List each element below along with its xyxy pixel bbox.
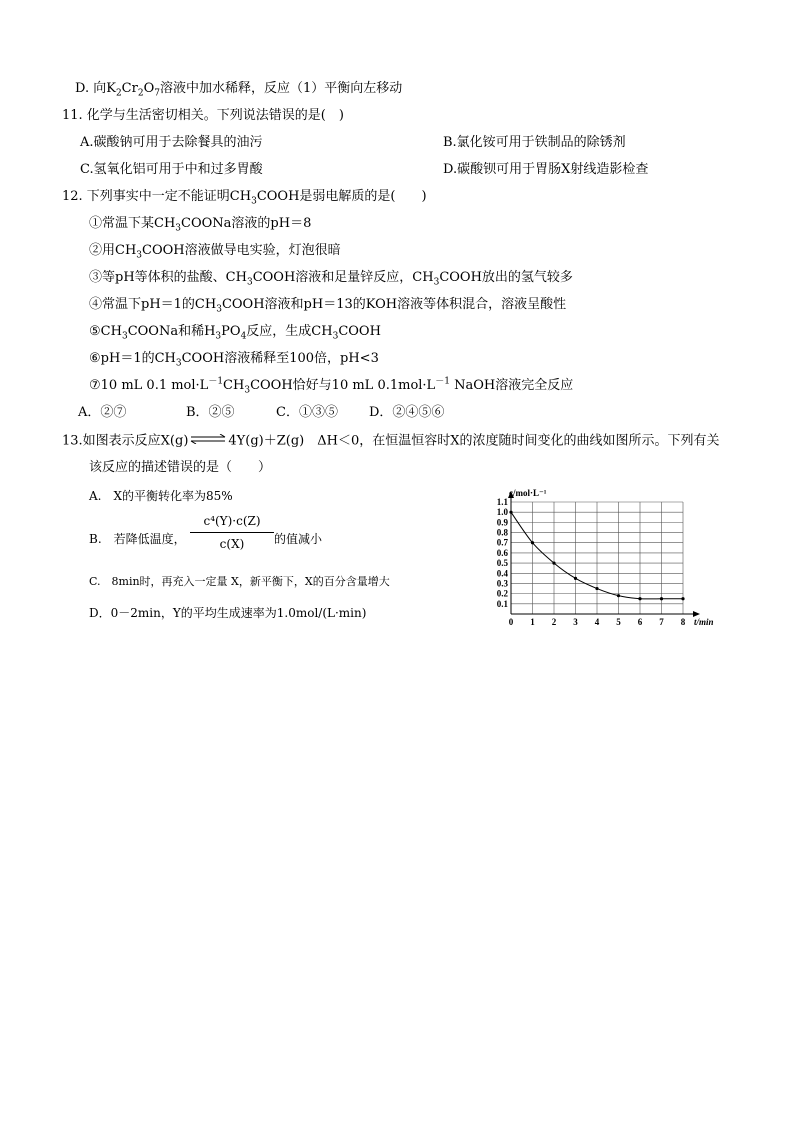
q13-option-b-fraction	[190, 512, 274, 553]
fraction-denominator: c(X)	[219, 537, 245, 551]
x-tick-label: 5	[616, 617, 621, 627]
data-point	[509, 511, 512, 514]
q13-stem-line1: 13.如图表示反应X(g) 4Y(g)＋Z(g) ΔH＜0，在恒温恒容时X的浓度随时间变化的曲线如图所示。下列有关	[62, 433, 720, 449]
q12-item-5: $⑤CH_3COONa$和稀$H_3PO_4$反应，生成$CH_3COOH$	[89, 324, 381, 342]
q12-option-b: B．②⑤	[186, 405, 235, 420]
q12-item-6: ⑥pH＝1的$CH_3COOH$溶液稀释至100倍，pH<3	[89, 351, 379, 369]
q13-option-b-suffix: 的值减小	[274, 532, 323, 546]
y-tick-label: 0.4	[496, 568, 508, 579]
q12-stem: 12. 下列事实中一定不能证明$CH_3COOH$是弱电解质的是( )	[62, 189, 427, 207]
q10-option-d: D. 向$K_2Cr_2O_7$溶液中加水稀释，反应（1）平衡向左移动	[75, 81, 403, 99]
q12-item-1: ①常温下某$CH_3COONa$溶液的pH＝8	[89, 216, 312, 234]
data-point	[595, 587, 598, 590]
q11-stem: 11. 化学与生活密切相关。下列说法错误的是( )	[62, 108, 344, 123]
y-tick-label: 1.1	[496, 497, 508, 507]
y-tick-label: 0.1	[496, 598, 508, 609]
x-tick-label: 0	[508, 617, 514, 627]
fraction-bar	[190, 532, 274, 533]
y-tick-label: 0.8	[496, 527, 508, 538]
q12-item-2: ②用$CH_3COOH$溶液做导电实验，灯泡很暗	[89, 243, 341, 261]
x-tick-label: 4	[594, 617, 600, 627]
q12-option-c: C．①③⑤	[276, 405, 338, 420]
x-axis-label: t/min	[694, 617, 714, 627]
y-tick-label: 0.9	[496, 517, 508, 528]
x-tick-label: 3	[573, 617, 578, 627]
q13-option-a: A. X的平衡转化率为85%	[89, 489, 233, 503]
q11-option-c: C.氢氧化铝可用于中和过多胃酸	[80, 162, 263, 177]
y-axis-label: c/mol·L⁻¹	[509, 488, 547, 498]
x-tick-label: 7	[659, 617, 664, 627]
q11-option-a: A.碳酸钠可用于去除餐具的油污	[80, 135, 263, 150]
y-tick-label: 0.2	[496, 588, 508, 599]
data-point	[638, 597, 641, 600]
reversible-arrow-icon	[190, 432, 226, 450]
q13-option-c: C. 8min时，再充入一定量 X，新平衡下，X的百分含量增大	[89, 575, 390, 588]
x-tick-label: 1	[530, 617, 535, 627]
x-tick-label: 8	[680, 617, 686, 627]
y-tick-label: 0.5	[496, 558, 508, 569]
q12-option-d: D．②④⑤⑥	[369, 405, 445, 420]
data-point	[552, 561, 555, 564]
q13-option-b-prefix: B. 若降低温度，	[89, 532, 186, 546]
q13-stem-line2: 该反应的描述错误的是（ ）	[89, 460, 272, 475]
data-point	[531, 541, 534, 544]
data-point	[574, 577, 577, 580]
q11-option-b: B.氯化铵可用于铁制品的除锈剂	[443, 135, 626, 150]
q13-option-d: D．0－2min，Y的平均生成速率为1.0mol/(L·min)	[89, 606, 367, 620]
y-tick-label: 0.6	[496, 547, 508, 558]
y-tick-label: 0.7	[496, 537, 508, 548]
data-point	[617, 594, 620, 597]
x-tick-label: 2	[551, 617, 557, 627]
q12-item-3: ③等pH等体积的盐酸、$CH_3COOH$溶液和足量锌反应，$CH_3COOH$放出的氢气较多	[89, 270, 573, 288]
fraction-numerator: c⁴(Y)·c(Z)	[203, 514, 261, 528]
y-tick-label: 0.3	[496, 578, 508, 589]
concentration-time-chart	[490, 488, 730, 628]
q11-option-d: D.碳酸钡可用于胃肠X射线造影检查	[443, 162, 649, 177]
q12-option-a: A．②⑦	[78, 405, 127, 420]
q12-item-4: ④常温下pH＝1的$CH_3COOH$溶液和pH＝13的KOH溶液等体积混合，溶液呈酸性	[89, 297, 567, 315]
data-point	[660, 597, 663, 600]
y-tick-label: 1.0	[496, 507, 508, 518]
q12-item-7: ⑦10 mL 0.1 $mol\cdot L^{-1}CH_3COOH$恰好与10 mL $0.1mol\cdot L^{-1}$ NaOH溶液完全反应	[89, 376, 574, 396]
x-tick-label: 6	[637, 617, 643, 627]
data-point	[681, 597, 684, 600]
